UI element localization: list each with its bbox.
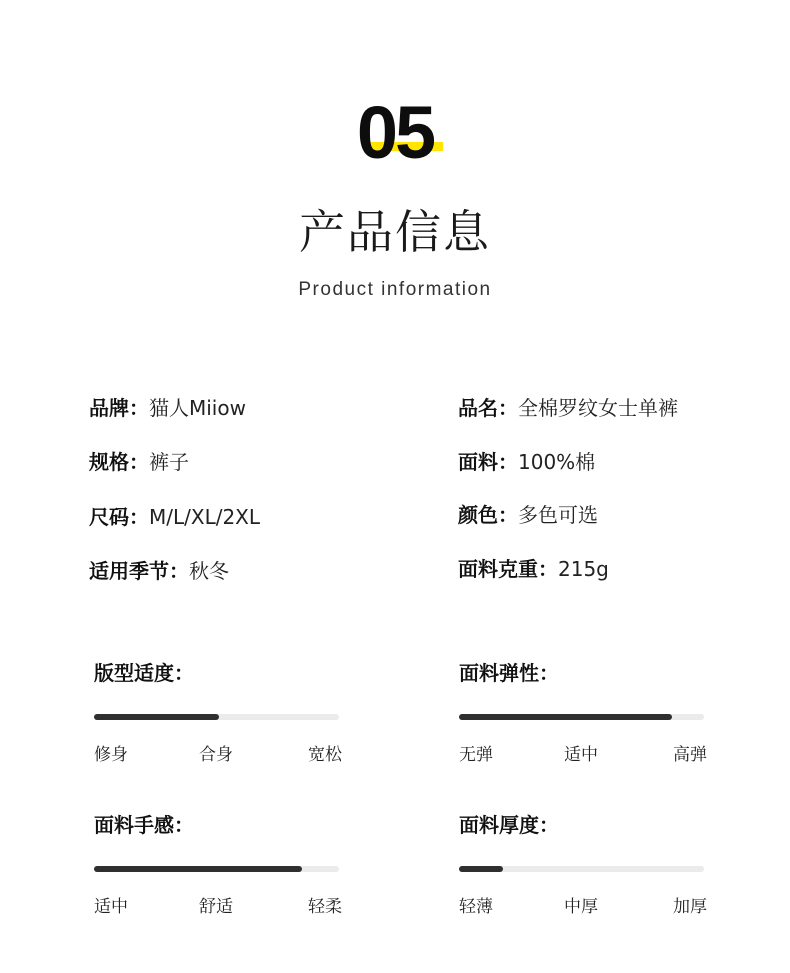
spec-season <box>89 558 229 584</box>
gauge-label-low: 适中 <box>94 897 128 917</box>
gauge-title: 版型适度： <box>94 661 194 685</box>
spec-color <box>458 502 598 528</box>
spec-value: 猫人Miiow <box>149 396 246 420</box>
gauge-hand-feel <box>94 812 342 917</box>
gauge-label-low: 轻薄 <box>459 897 493 917</box>
gauge-track <box>94 714 339 720</box>
page-title: 产品信息 <box>299 205 491 259</box>
gauge-scale <box>459 892 707 917</box>
gauge-title: 面料厚度： <box>459 813 559 837</box>
gauge-track <box>94 866 339 872</box>
spec-product-name <box>458 395 678 421</box>
spec-size-type <box>89 449 189 475</box>
spec-label: 适用季节： <box>89 559 189 583</box>
gauge-fit <box>94 660 342 765</box>
spec-label: 品牌： <box>89 396 149 420</box>
gauge-track <box>459 866 704 872</box>
section-number <box>0 91 790 174</box>
gauge-label-mid: 中厚 <box>564 897 598 917</box>
gauge-fill <box>459 714 672 720</box>
spec-brand <box>89 395 246 421</box>
gauge-label-mid: 适中 <box>564 745 598 765</box>
section-number-wrap <box>356 91 434 174</box>
section-number-text: 05 <box>356 91 434 174</box>
spec-label: 尺码： <box>89 505 149 529</box>
spec-value: 全棉罗纹女士单裤 <box>518 396 678 420</box>
spec-value: 裤子 <box>149 450 189 474</box>
spec-label: 品名： <box>458 396 518 420</box>
gauge-elasticity <box>459 660 707 765</box>
gauge-label-high: 轻柔 <box>308 897 342 917</box>
gauge-title: 面料弹性： <box>459 661 559 685</box>
spec-value: 秋冬 <box>189 559 229 583</box>
spec-label: 面料： <box>458 450 518 474</box>
spec-sizes <box>89 504 260 530</box>
spec-value: 100%棉 <box>518 450 596 474</box>
gauge-fill <box>94 714 219 720</box>
spec-fabric-weight <box>458 556 609 582</box>
spec-label: 规格： <box>89 450 149 474</box>
spec-label: 面料克重： <box>458 557 558 581</box>
gauge-label-high: 高弹 <box>673 745 707 765</box>
gauge-scale <box>94 740 342 765</box>
gauge-scale <box>459 740 707 765</box>
gauge-title: 面料手感： <box>94 813 194 837</box>
spec-label: 颜色： <box>458 503 518 527</box>
gauge-label-mid: 舒适 <box>199 897 233 917</box>
spec-value: 多色可选 <box>518 503 598 527</box>
gauge-label-low: 无弹 <box>459 745 493 765</box>
gauge-label-low: 修身 <box>94 745 128 765</box>
gauge-track <box>459 714 704 720</box>
spec-value: 215g <box>558 557 609 581</box>
gauge-fill <box>459 866 503 872</box>
gauge-label-mid: 合身 <box>199 745 233 765</box>
page-subtitle: Product information <box>298 279 492 300</box>
gauge-scale <box>94 892 342 917</box>
spec-value: M/L/XL/2XL <box>149 505 261 529</box>
gauge-label-high: 加厚 <box>673 897 707 917</box>
gauge-thickness <box>459 812 707 917</box>
spec-fabric <box>458 449 595 475</box>
gauge-fill <box>94 866 302 872</box>
gauge-label-high: 宽松 <box>308 745 342 765</box>
